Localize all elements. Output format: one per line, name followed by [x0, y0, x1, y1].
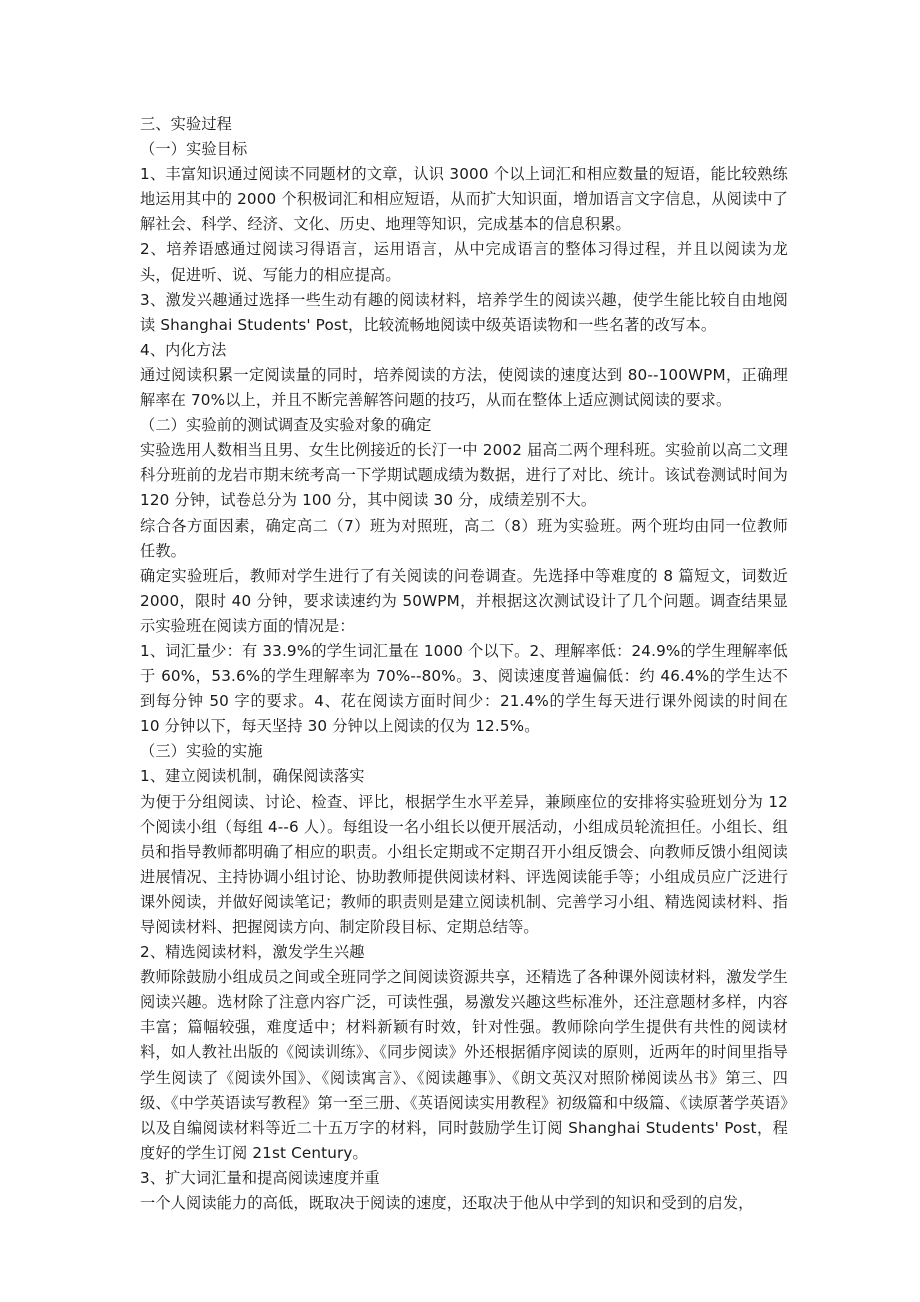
subsection-title: （一）实验目标 [140, 140, 248, 159]
item-title: 4、内化方法 [140, 340, 227, 359]
paragraph: 3、激发兴趣通过选择一些生动有趣的阅读材料，培养学生的阅读兴趣，使学生能比较自由地阅读 Shanghai Students' Post，比较流畅地阅读中级英语读物和一些名著的改写本。 [140, 290, 788, 334]
paragraph: 1、词汇量少：有 33.9%的学生词汇量在 1000 个以下。2、理解率低：24.9%的学生理解率低于 60%，53.6%的学生理解率为 70%--80%。3、阅读速度普遍偏低：约 46.4%的学生达不到每分钟 50 字的要求。4、花在阅读方面时间少：21.4%的学生每天进行课外阅读的时间在 10 分钟以下，每天坚持 30 分钟以上阅读的仅为 12.5%。 [140, 641, 788, 736]
item-title: 1、建立阅读机制，确保阅读落实 [140, 767, 365, 786]
paragraph: 实验选用人数相当且男、女生比例接近的长汀一中 2002 届高二两个理科班。实验前以高二文理科分班前的龙岩市期末统考高一下学期试题成绩为数据，进行了对比、统计。该试卷测试时间为 120 分钟，试卷总分为 100 分，其中阅读 30 分，成绩差别不大。 [140, 441, 788, 510]
paragraph: 综合各方面因素，确定高二（7）班为对照班，高二（8）班为实验班。两个班均由同一位教师任教。 [140, 516, 788, 560]
document-body [140, 112, 788, 1216]
subsection-title: （三）实验的实施 [140, 742, 263, 761]
item-title: 3、扩大词汇量和提高阅读速度并重 [140, 1168, 380, 1187]
paragraph: 2、培养语感通过阅读习得语言，运用语言，从中完成语言的整体习得过程，并且以阅读为龙头，促进听、说、写能力的相应提高。 [140, 240, 788, 284]
paragraph: 一个人阅读能力的高低，既取决于阅读的速度，还取决于他从中学到的知识和受到的启发， [140, 1194, 754, 1213]
item-title: 2、精选阅读材料，激发学生兴趣 [140, 943, 365, 962]
subsection-title: （二）实验前的测试调查及实验对象的确定 [140, 416, 432, 435]
paragraph: 1、丰富知识通过阅读不同题材的文章，认识 3000 个以上词汇和相应数量的短语，能比较熟练地运用其中的 2000 个积极词汇和相应短语，从而扩大知识面，增加语言文字信息，从阅读中了解社会、科学、经济、文化、历史、地理等知识，完成基本的信息积累。 [140, 165, 788, 234]
paragraph: 为便于分组阅读、讨论、检查、评比，根据学生水平差异，兼顾座位的安排将实验班划分为 12 个阅读小组（每组 4--6 人）。每组设一名小组长以便开展活动，小组成员轮流担任。小组长、组员和指导教师都明确了相应的职责。小组长定期或不定期召开小组反馈会、向教师反馈小组阅读进展情况、主持协调小组讨论、协助教师提供阅读材料、评选阅读能手等；小组成员应广泛进行课外阅读，并做好阅读笔记；教师的职责则是建立阅读机制、完善学习小组、精选阅读材料、指导阅读材料、把握阅读方向、制定阶段目标、定期总结等。 [140, 792, 788, 936]
paragraph: 通过阅读积累一定阅读量的同时，培养阅读的方法，使阅读的速度达到 80--100WPM，正确理解率在 70%以上，并且不断完善解答问题的技巧，从而在整体上适应测试阅读的要求。 [140, 365, 788, 410]
section-heading: 三、实验过程 [140, 115, 233, 133]
paragraph: 确定实验班后，教师对学生进行了有关阅读的问卷调查。先选择中等难度的 8 篇短文，词数近 2000，限时 40 分钟，要求读速约为 50WPM，并根据这次测试设计了几个问题。调查结果显示实验班在阅读方面的情况是： [140, 566, 788, 635]
paragraph: 教师除鼓励小组成员之间或全班同学之间阅读资源共享，还精选了各种课外阅读材料，激发学生阅读兴趣。选材除了注意内容广泛，可读性强，易激发兴趣这些标准外，还注意题材多样，内容丰富；篇幅较强，难度适中；材料新颖有时效，针对性强。教师除向学生提供有共性的阅读材料，如人教社出版的《阅读训练》、《同步阅读》外还根据循序阅读的原则，近两年的时间里指导学生阅读了《阅读外国》、《阅读寓言》、《阅读趣事》、《朗文英汉对照阶梯阅读丛书》第三、四级、《中学英语读写教程》第一至三册、《英语阅读实用教程》初级篇和中级篇、《读原著学英语》以及自编阅读材料等近二十五万字的材料，同时鼓励学生订阅 Shanghai Students' Post，程度好的学生订阅 21st Century。 [140, 968, 788, 1162]
